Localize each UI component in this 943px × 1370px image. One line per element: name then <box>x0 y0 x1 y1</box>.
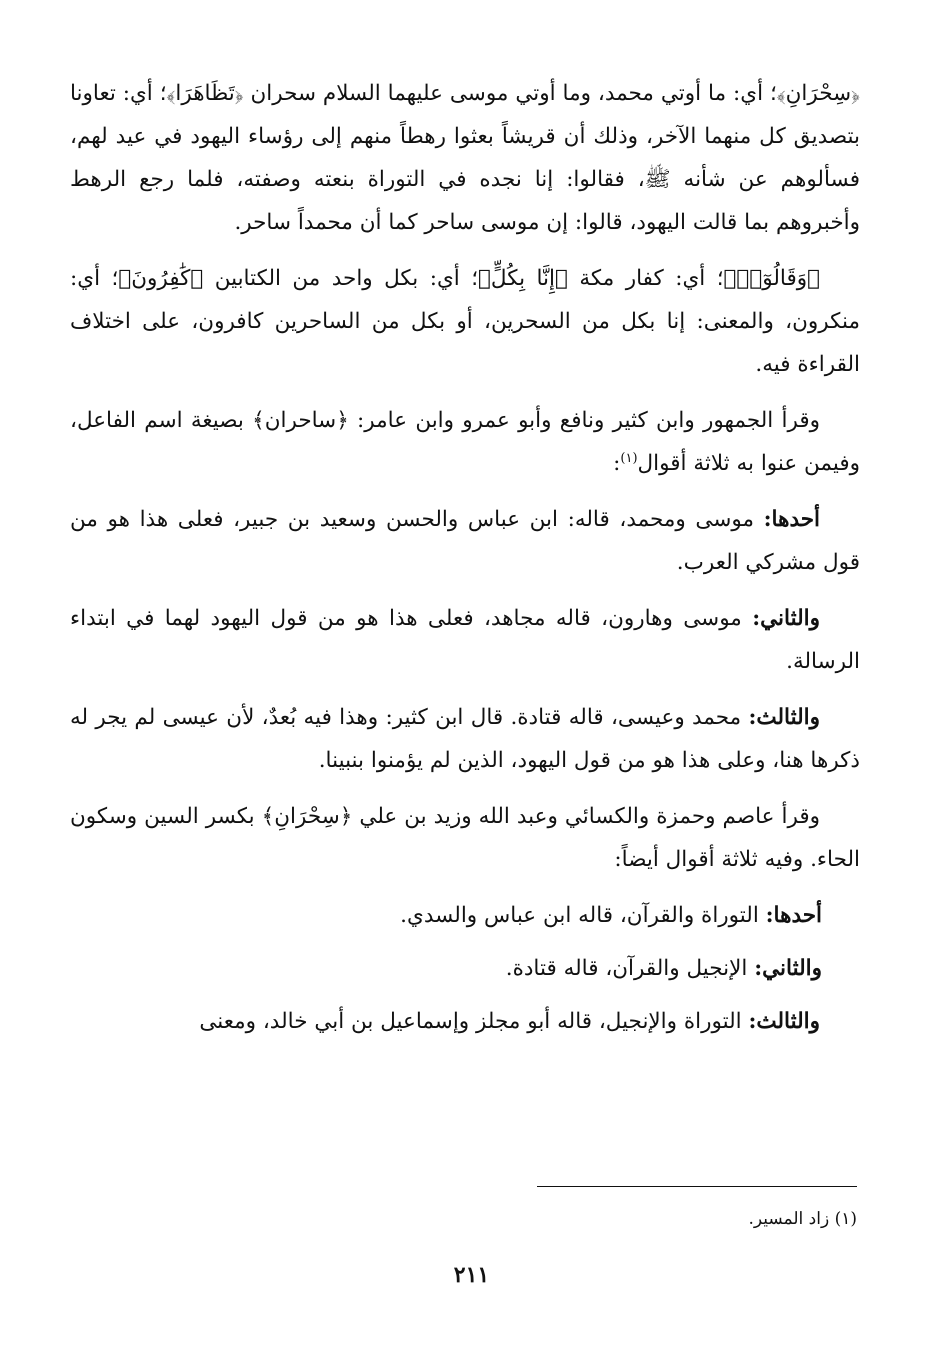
paragraph-4 <box>70 498 860 584</box>
paragraph-6 <box>70 696 860 782</box>
paragraph-3 <box>70 399 860 485</box>
page-number: ٢١١ <box>453 1262 490 1288</box>
item-lead: والثاني: <box>754 956 822 981</box>
item-lead: والثاني: <box>752 606 820 631</box>
paragraph-text: موسى ومحمد، قاله: ابن عباس والحسن وسعيد بن جبير، فعلى هذا هو من قول مشركي العرب. <box>70 507 860 575</box>
paragraph-8 <box>70 894 860 937</box>
paragraph-10 <box>70 1000 860 1043</box>
footnote-reference[interactable]: (١) <box>620 450 638 466</box>
paragraph-text: الإنجيل والقرآن، قاله قتادة. <box>505 956 755 981</box>
item-lead: أحدها: <box>763 507 820 532</box>
paragraph-9 <box>70 947 860 990</box>
footnote: (١) زاد المسير. <box>748 1209 857 1229</box>
item-lead: والثالث: <box>748 705 820 730</box>
item-lead: والثالث: <box>748 1009 820 1034</box>
paragraph-tail: : <box>613 451 621 476</box>
footnote-divider <box>537 1186 857 1187</box>
item-lead: أحدها: <box>765 903 822 928</box>
paragraph-text: ﴿سِحْرَانِ﴾؛ أي: ما أوتي محمد، وما أوتي موسى عليهما السلام سحران ﴿تَظَاهَرَا﴾؛ أي: تعاونا بتصديق كل منهما الآخر، وذلك أن قريشاً بعثوا رهطاً منهم إلى رؤساء اليهود في عيد لهم، فسألوهم عن شأنه ﷺ، فقالوا: إنا نجده في التوراة بنعته وصفته، فلما رجع الرهط وأخبروهم بما قالت اليهود، قالوا: إن موسى ساحر كما أن محمداً ساحر. <box>70 81 860 235</box>
paragraph-text: وقرأ عاصم وحمزة والكسائي وعبد الله وزيد بن علي ﴿سِحْرَانِ﴾ بكسر السين وسكون الحاء. وفيه ثلاثة أقوال أيضاً: <box>70 804 860 872</box>
paragraph-text: ﴿وَقَالُوٓا۟﴾؛ أي: كفار مكة ﴿إِنَّا بِكُلٍّ﴾؛ أي: بكل واحد من الكتابين ﴿كَٰفِرُونَ﴾؛ أي: منكرون، والمعنى: إنا بكل من السحرين، أو بكل من الساحرين كافرون، على اختلاف القراءة فيه. <box>70 266 860 377</box>
paragraph-5 <box>70 597 860 683</box>
paragraph-text: التوراة والإنجيل، قاله أبو مجلز وإسماعيل بن أبي خالد، ومعنى <box>199 1009 749 1034</box>
paragraph-1 <box>70 72 860 244</box>
paragraph-7 <box>70 795 860 881</box>
paragraph-text: وقرأ الجمهور وابن كثير ونافع وأبو عمرو وابن عامر: ﴿ساحران﴾ بصيغة اسم الفاعل، وفيمن عنوا به ثلاثة أقوال <box>70 408 860 476</box>
paragraph-text: موسى وهارون، قاله مجاهد، فعلى هذا هو من قول اليهود لهما في ابتداء الرسالة. <box>70 606 860 674</box>
page-body <box>70 72 860 1056</box>
paragraph-2 <box>70 257 860 386</box>
paragraph-text: محمد وعيسى، قاله قتادة. قال ابن كثير: وهذا فيه بُعدٌ، لأن عيسى لم يجر له ذكرها هنا، وعلى هذا هو من قول اليهود، الذين لم يؤمنوا بنبينا. <box>70 705 860 773</box>
paragraph-text: التوراة والقرآن، قاله ابن عباس والسدي. <box>400 903 766 928</box>
